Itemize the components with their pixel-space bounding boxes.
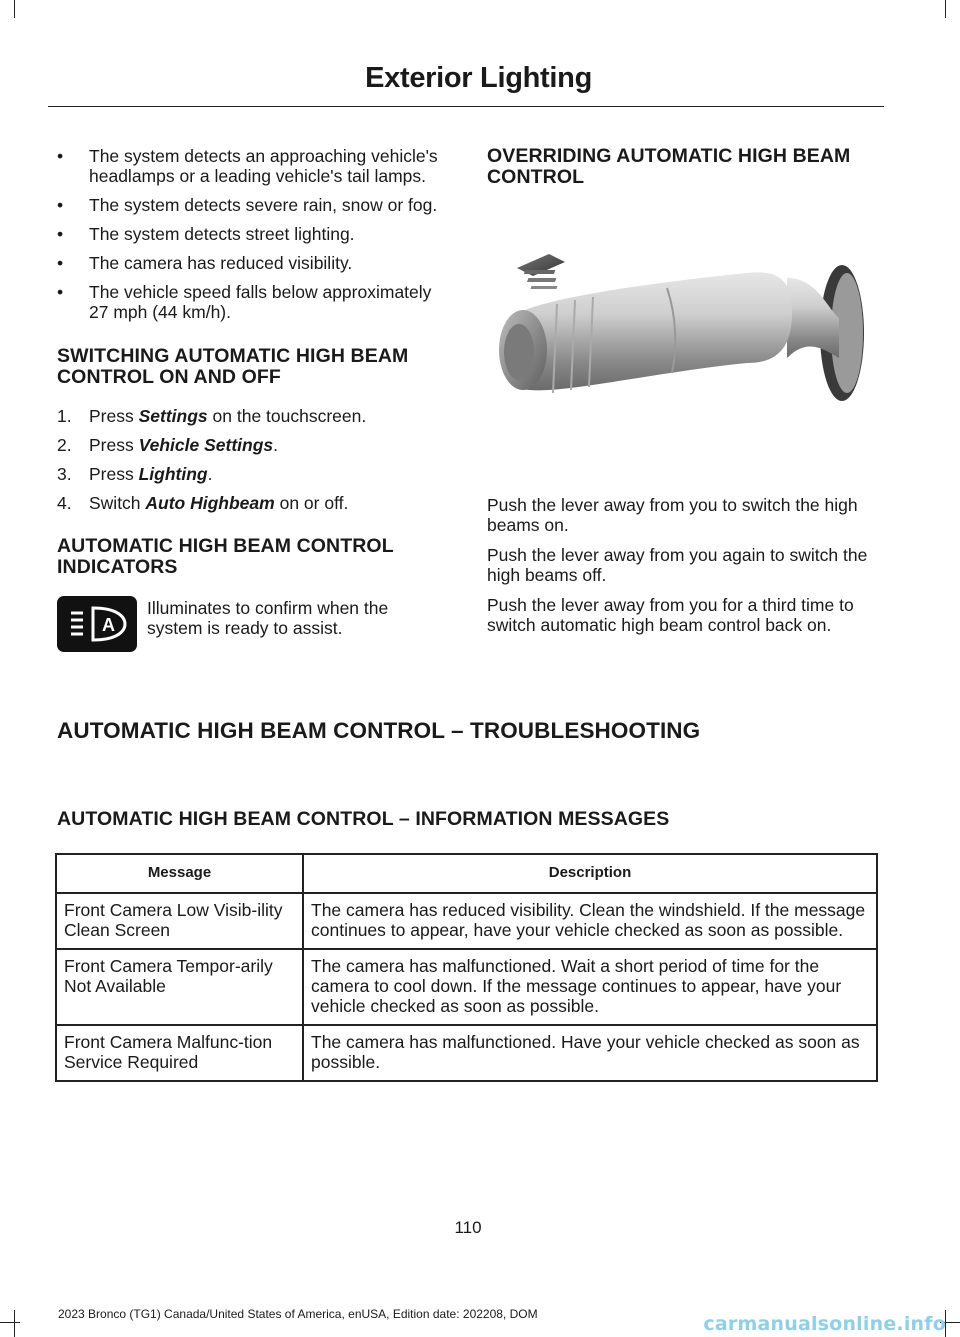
section-heading-overriding: OVERRIDING AUTOMATIC HIGH BEAM CONTROL <box>487 145 851 188</box>
edition-footer: 2023 Bronco (TG1) Canada/United States of America, enUSA, Edition date: 202208, DOM <box>58 1307 538 1321</box>
title-divider <box>48 106 884 107</box>
left-column <box>57 146 447 652</box>
steps-list <box>57 406 447 513</box>
list-item: • The system detects severe rain, snow or fog. <box>57 195 447 215</box>
message-cell: Front Camera Tempor-arily Not Available <box>56 949 303 1025</box>
troubleshooting-heading: AUTOMATIC HIGH BEAM CONTROL – TROUBLESHOOTING <box>57 718 701 743</box>
page-number: 110 <box>454 1218 482 1237</box>
message-cell: Front Camera Low Visib-ility Clean Screen <box>56 893 303 949</box>
conditions-list <box>57 146 447 322</box>
svg-text:A: A <box>102 615 115 635</box>
list-item: • The vehicle speed falls below approximately 27 mph (44 km/h). <box>57 282 447 322</box>
indicator-row <box>57 596 447 652</box>
messages-table <box>55 853 878 1082</box>
right-column <box>487 146 887 188</box>
indicator-description: Illuminates to confirm when the system is ready to assist. <box>147 598 389 638</box>
override-instructions <box>487 495 877 645</box>
page-title: Exterior Lighting <box>365 62 592 94</box>
section-heading-switching: SWITCHING AUTOMATIC HIGH BEAM CONTROL ON AND OFF <box>57 345 409 388</box>
list-item: • The camera has reduced visibility. <box>57 253 447 273</box>
description-cell: The camera has reduced visibility. Clean the windshield. If the message continues to appear, have your vehicle checked as soon as possible. <box>303 893 877 949</box>
column-header-message: Message <box>56 854 303 893</box>
table-row <box>56 949 877 1025</box>
list-item: • The system detects an approaching vehicle's headlamps or a leading vehicle's tail lamps. <box>57 146 447 186</box>
crop-mark-top-left-v <box>14 0 15 18</box>
step-item: 3. Press Lighting. <box>57 464 213 484</box>
list-item: • The system detects street lighting. <box>57 224 447 244</box>
crop-mark-top-right-v <box>945 0 946 18</box>
paragraph: Push the lever away from you for a third time to switch automatic high beam control back on. <box>487 595 854 635</box>
paragraph: Push the lever away from you to switch the high beams on. <box>487 495 858 535</box>
lighting-lever-illustration <box>487 238 887 448</box>
crop-mark-bottom-left-v <box>14 1310 15 1337</box>
paragraph: Push the lever away from you again to switch the high beams off. <box>487 545 868 585</box>
description-cell: The camera has malfunctioned. Have your vehicle checked as soon as possible. <box>303 1025 877 1081</box>
step-item: 2. Press Vehicle Settings. <box>57 435 279 455</box>
auto-high-beam-icon <box>57 596 137 652</box>
information-messages-heading: AUTOMATIC HIGH BEAM CONTROL – INFORMATION MESSAGES <box>57 808 670 830</box>
description-cell: The camera has malfunctioned. Wait a short period of time for the camera to cool down. If the message continues to appear, have your vehicle checked as soon as possible. <box>303 949 877 1025</box>
column-header-description: Description <box>303 854 877 893</box>
step-item: 4. Switch Auto Highbeam on or off. <box>57 493 349 513</box>
section-heading-indicators: AUTOMATIC HIGH BEAM CONTROL INDICATORS <box>57 535 394 578</box>
push-away-arrow-icon <box>517 254 565 289</box>
table-row <box>56 1025 877 1081</box>
message-cell: Front Camera Malfunc-tion Service Required <box>56 1025 303 1081</box>
table-header-row <box>56 854 877 893</box>
watermark: carmanualsonline.info <box>703 1313 946 1335</box>
crop-mark-bottom-left-h <box>0 1322 20 1323</box>
step-item: 1. Press Settings on the touchscreen. <box>57 406 367 426</box>
table-row <box>56 893 877 949</box>
